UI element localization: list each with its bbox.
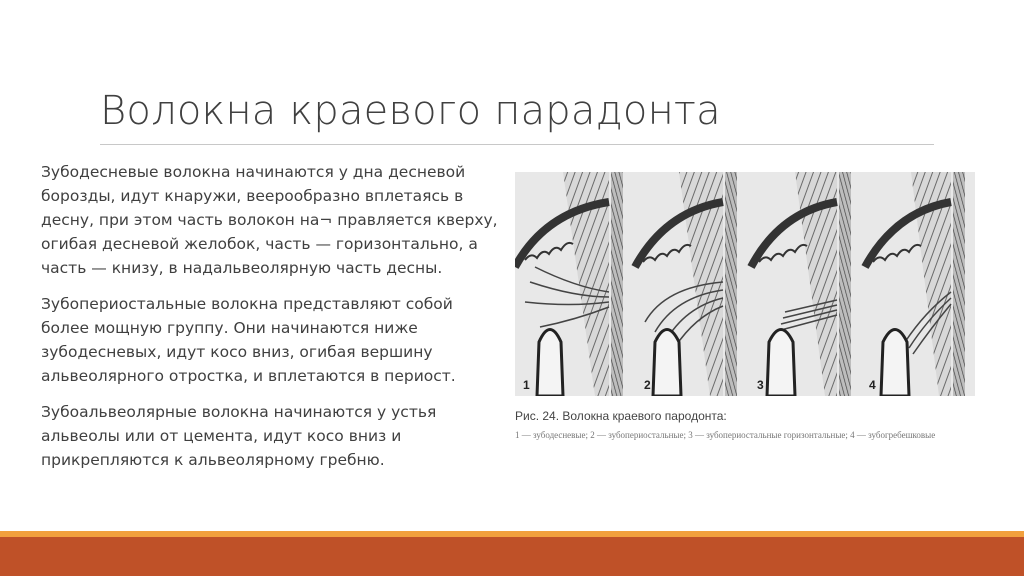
footer-band (0, 537, 1024, 576)
body-text (41, 160, 501, 484)
panel-number-1: 1 (523, 378, 530, 392)
figure-legend: 1 — зубодесневые; 2 — зубопериостальные; 3 — зубопериостальные горизонтальные; 4 — зубогребешковые (515, 430, 936, 440)
slide-title: Волокна краевого парадонта (100, 88, 721, 134)
title-underline (100, 144, 934, 145)
figure-caption: Рис. 24. Волокна краевого пародонта: (515, 409, 727, 423)
periodontal-fibers-figure (515, 172, 975, 396)
panel-number-2: 2 (644, 378, 651, 392)
panel-number-4: 4 (869, 378, 876, 392)
paragraph-dentogingival: Зубодесневые волокна начинаются у дна десневой борозды, идут кнаружи, веерообразно вплетаясь в десну, при этом часть волокон на¬ правляется кверху, огибая десневой желобок, часть — горизонтально, а часть — книзу, в надальвеолярную часть десны. (41, 163, 498, 277)
panel-number-3: 3 (757, 378, 764, 392)
paragraph-dentoperiosteal: Зубопериостальные волокна представляют собой более мощную группу. Они начинаются ниже зубодесневых, идут косо вниз, огибая вершину альвеолярного отростка, и вплетаются в периост. (41, 295, 456, 385)
paragraph-dentoalveolar: Зубоальвеолярные волокна начинаются у устья альвеолы или от цемента, идут косо вниз и прикрепляются к альвеолярному гребню. (41, 403, 437, 469)
